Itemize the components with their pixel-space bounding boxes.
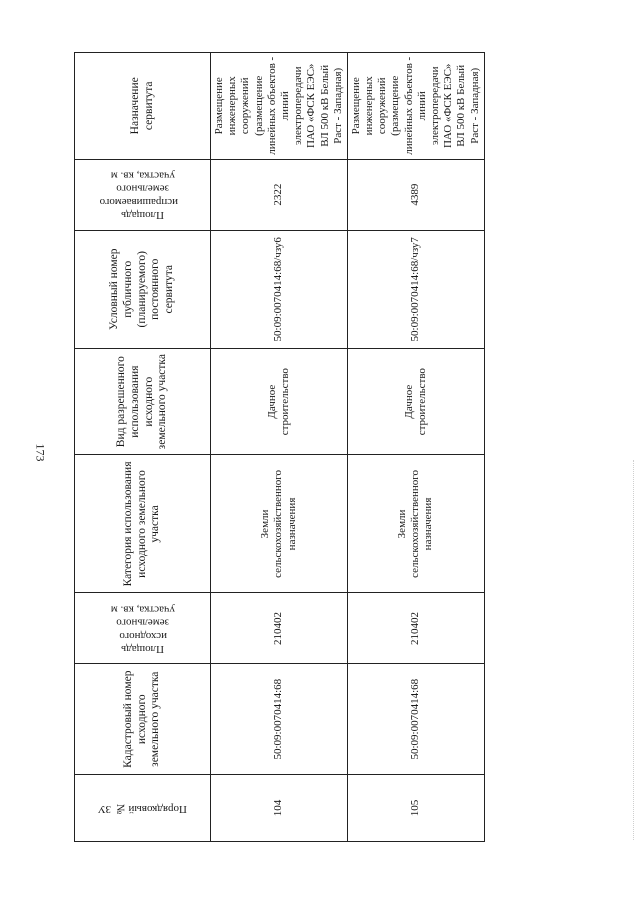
cell-num: 105 [347, 774, 484, 841]
table-row [211, 53, 348, 842]
cell-requested-area: 4389 [347, 159, 484, 230]
cell-servitude-id: 50:09:0070414:68/чзу7 [347, 230, 484, 348]
cell-permitted-use: Дачное строительство [347, 348, 484, 455]
cell-area: 210402 [347, 593, 484, 664]
header-cell-permitted-use: Вид разрешенного использования исходного земельного участка [75, 348, 211, 455]
scan-margin-marks [631, 460, 634, 840]
header-cell-purpose: Назначение сервитута [75, 53, 211, 160]
cell-requested-area: 2322 [211, 159, 348, 230]
servitude-table [74, 52, 485, 842]
cell-area: 210402 [211, 593, 348, 664]
table-header-row [75, 53, 211, 842]
header-cell-servitude-id: Условный номер публичного (планируемого) постоянного сервитута [75, 230, 211, 348]
header-cell-requested-area: Площадь испрашиваемого земельного участка, кв. м [75, 159, 211, 230]
header-cell-area: Площадь исходного земельного участка, кв. м [75, 593, 211, 664]
cell-cadastral: 50:09:0070414:68 [347, 664, 484, 774]
cell-category: Земли сельскохозяйственного назначения [347, 455, 484, 593]
cell-servitude-id: 50:09:0070414:68/чзу6 [211, 230, 348, 348]
page-number: 173 [33, 443, 48, 462]
header-cell-num: Порядковый № ЗУ [75, 774, 211, 841]
header-cell-category: Категория использования исходного земельного участка [75, 455, 211, 593]
cell-num: 104 [211, 774, 348, 841]
table-row [347, 53, 484, 842]
rotated-table-frame [74, 52, 482, 842]
cell-cadastral: 50:09:0070414:68 [211, 664, 348, 774]
cell-purpose: Размещение инженерных сооружений (размещение линейных объектов - линий электропередачи ПАО «ФСК ЕЭС» ВЛ 500 кВ Белый Раст - Западная) [211, 53, 348, 160]
cell-purpose: Размещение инженерных сооружений (размещение линейных объектов - линий электропередачи ПАО «ФСК ЕЭС» ВЛ 500 кВ Белый Раст - Западная) [347, 53, 484, 160]
servitude-table-container [74, 52, 482, 842]
cell-category: Земли сельскохозяйственного назначения [211, 455, 348, 593]
header-cell-cadastral: Кадастровый номер исходного земельного участка [75, 664, 211, 774]
cell-permitted-use: Дачное строительство [211, 348, 348, 455]
